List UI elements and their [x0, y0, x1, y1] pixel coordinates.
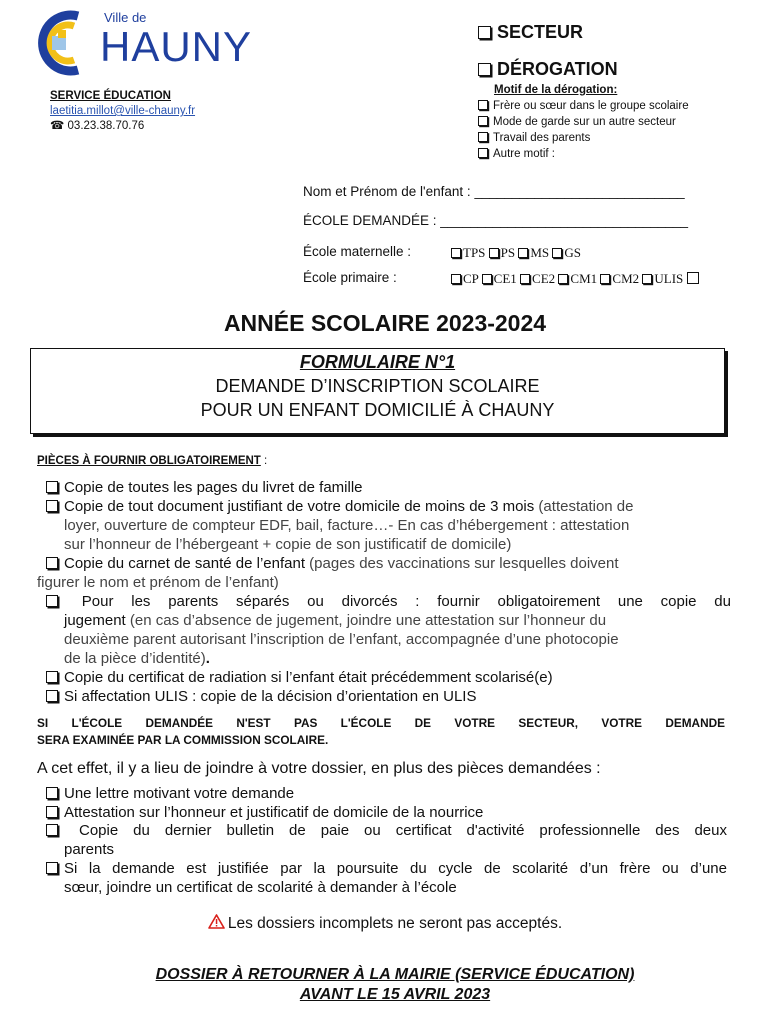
level-checkbox[interactable] [451, 274, 461, 284]
commission-notice [37, 715, 725, 749]
level-checkbox[interactable] [642, 274, 652, 284]
phone-icon: ☎ [50, 120, 65, 132]
piece-item: Copie de toutes les pages du livret de famille [37, 478, 731, 497]
school-row [303, 213, 688, 228]
logo-town-name: HAUNY [100, 23, 253, 70]
maternelle-row [303, 244, 411, 259]
ulis-checkbox[interactable] [687, 272, 699, 284]
extra-list [37, 785, 727, 897]
extra-checkbox[interactable] [46, 824, 58, 836]
level-option[interactable]: CE2 [520, 271, 555, 286]
school-field[interactable]: _________________________________ [440, 213, 689, 228]
service-title: SERVICE ÉDUCATION [50, 90, 171, 102]
level-option[interactable]: MS [518, 245, 549, 260]
derogation-checkbox[interactable] [478, 63, 491, 76]
return-line-2: AVANT LE 15 AVRIL 2023 [299, 986, 491, 1003]
child-name-row [303, 184, 685, 199]
motif-checkbox[interactable] [478, 100, 488, 110]
derogation-label: DÉROGATION [497, 59, 618, 79]
extra-item: Attestation sur l’honneur et justificatif de domicile de la nourrice [37, 804, 727, 823]
form-line-2: POUR UN ENFANT DOMICILIÉ À CHAUNY [200, 400, 555, 420]
level-option[interactable]: CM1 [558, 271, 597, 286]
derogation-option[interactable] [478, 59, 618, 80]
piece-detail: jugement (en cas d’absence de jugement, joindre une attestation sur l’honneur du [64, 612, 607, 629]
motif-item[interactable]: Autre motif : [478, 146, 689, 162]
piece-item: Copie du carnet de santé de l’enfant (pages des vaccinations sur lesquelles doivent [37, 554, 731, 573]
motif-checkbox[interactable] [478, 116, 488, 126]
extra-detail: parents [64, 841, 115, 859]
return-line-1: DOSSIER À RETOURNER À LA MAIRIE (SERVICE ÉDUCATION) [155, 966, 635, 983]
level-checkbox[interactable] [552, 248, 562, 258]
motif-checkbox[interactable] [478, 132, 488, 142]
form-line-1: DEMANDE D’INSCRIPTION SCOLAIRE [215, 376, 540, 396]
warning-icon [208, 914, 225, 929]
level-checkbox[interactable] [520, 274, 530, 284]
piece-item: Si affectation ULIS : copie de la décision d’orientation en ULIS [37, 687, 731, 706]
extra-detail: sœur, joindre un certificat de scolarité à demander à l’école [64, 878, 457, 896]
commission-line-1: SI L'ÉCOLE DEMANDÉE N'EST PAS L'ÉCOLE DE VOTRE SECTEUR, VOTRE DEMANDE [37, 716, 725, 730]
piece-checkbox[interactable] [46, 595, 58, 607]
motif-item[interactable]: Travail des parents [478, 130, 689, 146]
return-instructions [0, 965, 770, 1005]
secteur-option[interactable] [478, 22, 583, 43]
form-number: FORMULAIRE N°1 [299, 352, 456, 372]
secteur-checkbox[interactable] [478, 26, 491, 39]
motif-item[interactable]: Frère ou sœur dans le groupe scolaire [478, 98, 689, 114]
incomplete-warning [0, 914, 770, 933]
extra-checkbox[interactable] [46, 787, 58, 799]
service-email[interactable]: laetitia.millot@ville-chauny.fr [50, 105, 196, 117]
form-title-box [30, 348, 725, 434]
piece-item: Pour les parents séparés ou divorcés : fournir obligatoirement une copie du [37, 592, 731, 611]
primaire-levels [451, 271, 699, 287]
commission-line-2: SERA EXAMINÉE PAR LA COMMISSION SCOLAIRE. [37, 733, 329, 747]
piece-checkbox[interactable] [46, 500, 58, 512]
level-option[interactable]: CE1 [482, 271, 517, 286]
child-name-label: Nom et Prénom de l'enfant : [303, 184, 471, 199]
extra-checkbox[interactable] [46, 806, 58, 818]
level-checkbox[interactable] [489, 248, 499, 258]
piece-detail: deuxième parent autorisant l’inscription de l’enfant, accompagnée d’une photocopie [64, 631, 619, 648]
piece-checkbox[interactable] [46, 671, 58, 683]
maternelle-levels [451, 245, 581, 261]
pieces-title: PIÈCES À FOURNIR OBLIGATOIREMENT : [37, 455, 268, 467]
extra-item: Copie du dernier bulletin de paie ou certificat d'activité professionnelle des deux [37, 822, 727, 841]
derogation-motifs [478, 82, 689, 162]
level-option[interactable]: ULIS [642, 271, 699, 286]
piece-item: Copie du certificat de radiation si l’enfant était précédemment scolarisé(e) [37, 668, 731, 687]
service-contact [50, 89, 195, 134]
logo-ville-de: Ville de [104, 10, 147, 25]
primaire-label: École primaire : [303, 270, 397, 285]
service-phone-row [50, 119, 195, 134]
extra-item: Une lettre motivant votre demande [37, 785, 727, 804]
level-option[interactable]: GS [552, 245, 581, 260]
child-name-field[interactable]: ____________________________ [474, 184, 685, 199]
level-checkbox[interactable] [600, 274, 610, 284]
school-year-title: ANNÉE SCOLAIRE 2023-2024 [223, 310, 547, 336]
level-checkbox[interactable] [482, 274, 492, 284]
chauny-logo [38, 8, 253, 78]
level-option[interactable]: CM2 [600, 271, 639, 286]
warning-text: Les dossiers incomplets ne seront pas acceptés. [227, 915, 563, 932]
piece-detail: sur l’honneur de l’hébergeant + copie de son justificatif de domicile) [64, 536, 512, 553]
secteur-label: SECTEUR [497, 22, 584, 42]
motif-item[interactable]: Mode de garde sur un autre secteur [478, 114, 689, 130]
pieces-list [37, 478, 731, 706]
piece-checkbox[interactable] [46, 690, 58, 702]
level-checkbox[interactable] [518, 248, 528, 258]
level-checkbox[interactable] [558, 274, 568, 284]
school-label: ÉCOLE DEMANDÉE : [303, 213, 437, 228]
extra-intro: A cet effet, il y a lieu de joindre à votre dossier, en plus des pièces demandées : [37, 760, 601, 777]
primaire-row [303, 270, 397, 285]
piece-checkbox[interactable] [46, 557, 58, 569]
piece-item: Copie de tout document justifiant de votre domicile de moins de 3 mois (attestation de [37, 497, 731, 516]
service-phone: 03.23.38.70.76 [67, 120, 145, 132]
level-option[interactable]: TPS [451, 245, 485, 260]
maternelle-label: École maternelle : [303, 244, 412, 259]
piece-checkbox[interactable] [46, 481, 58, 493]
motif-checkbox[interactable] [478, 148, 488, 158]
level-option[interactable]: PS [489, 245, 515, 260]
piece-detail: loyer, ouverture de compteur EDF, bail, facture…- En cas d’hébergement : attestation [64, 517, 630, 534]
level-checkbox[interactable] [451, 248, 461, 258]
level-option[interactable]: CP [451, 271, 478, 286]
motif-title: Motif de la dérogation: [494, 84, 618, 96]
piece-detail: de la pièce d’identité). [64, 650, 210, 667]
extra-item: Si la demande est justifiée par la poursuite du cycle de scolarité d’un frère ou d’une [37, 860, 727, 879]
extra-checkbox[interactable] [46, 862, 58, 874]
piece-detail: figurer le nom et prénom de l’enfant) [37, 574, 279, 591]
